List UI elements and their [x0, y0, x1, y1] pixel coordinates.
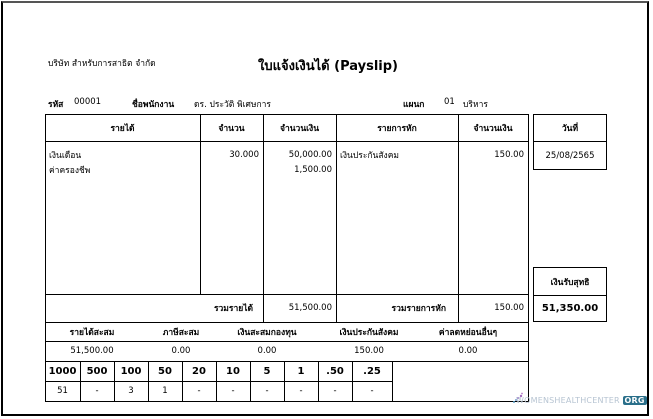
denomination-count: - [197, 386, 201, 396]
denomination-header: 500 [86, 365, 108, 377]
denomination-count: 3 [128, 386, 134, 396]
denomination-header: 20 [192, 365, 206, 377]
denomination-count: 51 [57, 386, 68, 396]
header-income: รายได้ [110, 123, 135, 134]
net-pay-box [533, 267, 607, 322]
denomination-header: .25 [363, 365, 381, 377]
denomination-header: 1 [297, 365, 305, 377]
page-title: ใบแจ้งเงินได้ (Payslip) [258, 59, 398, 74]
header-deduction: รายการหัก [377, 123, 417, 134]
total-deduction-label: รวมรายการหัก [391, 304, 446, 314]
date-label: วันที่ [561, 124, 579, 134]
watermark-badge: ORG [624, 396, 645, 405]
header-deduction-amount: จำนวนเงิน [473, 123, 513, 134]
department-name: บริหาร [463, 100, 488, 110]
company-name: บริษัท สำหรับการสาธิต จำกัด [48, 59, 156, 69]
denomination-header: .50 [326, 365, 344, 377]
total-income: 51,500.00 [288, 303, 332, 313]
date-box [533, 114, 607, 170]
employee-code-label: รหัส [48, 100, 64, 110]
department-label: แผนก [403, 100, 425, 110]
summary-header: ภาษีสะสม [162, 327, 200, 338]
denomination-header: 100 [120, 365, 142, 377]
denomination-count: - [265, 386, 269, 396]
denomination-count: - [333, 386, 337, 396]
income-quantity [200, 163, 263, 177]
employee-name: ดร. ประวัติ พิเศษการ [194, 100, 272, 110]
deduction-amount: 150.00 [494, 150, 524, 160]
summary-value: 150.00 [354, 346, 384, 356]
income-label: ค่าครองชีพ [49, 166, 91, 176]
summary-header: รายได้สะสม [69, 327, 115, 338]
net-pay-value: 51,350.00 [541, 303, 599, 314]
denomination-count: 1 [162, 386, 168, 396]
denomination-count: - [95, 386, 99, 396]
denomination-count: - [299, 386, 303, 396]
summary-header: เงินสะสมกองทุน [237, 327, 297, 338]
total-income-label: รวมรายได้ [213, 304, 253, 314]
income-amount: 50,000.00 [288, 150, 332, 160]
summary-value: 0.00 [171, 346, 191, 356]
employee-code: 00001 [74, 97, 102, 107]
summary-header: ค่าลดหย่อนอื่นๆ [438, 327, 498, 338]
total-deduction: 150.00 [494, 303, 524, 313]
department-code: 01 [444, 97, 455, 107]
denomination-header: 50 [158, 365, 172, 377]
employee-name-label: ชื่อพนักงาน [132, 100, 175, 110]
watermark [516, 396, 647, 405]
summary-header: เงินประกันสังคม [339, 327, 399, 338]
denomination-header: 5 [263, 365, 271, 377]
header-quantity: จำนวน [218, 123, 245, 134]
summary-value: 0.00 [458, 346, 478, 356]
denomination-header: 1000 [48, 365, 77, 377]
deduction-label: เงินประกันสังคม [340, 151, 399, 161]
watermark-text: WOMENSHEALTHCENTER [516, 396, 620, 405]
denomination-count: - [370, 386, 374, 396]
income-label: เงินเดือน [49, 151, 82, 161]
summary-value: 51,500.00 [70, 346, 114, 356]
denomination-count: - [231, 386, 235, 396]
income-quantity: 30.000 [229, 150, 259, 160]
header-income-amount: จำนวนเงิน [279, 123, 319, 134]
income-amount: 1,500.00 [294, 165, 332, 175]
denomination-header: 10 [226, 365, 240, 377]
date-value: 25/08/2565 [545, 150, 595, 161]
summary-value: 0.00 [257, 346, 277, 356]
net-pay-label: เงินรับสุทธิ [550, 277, 590, 288]
